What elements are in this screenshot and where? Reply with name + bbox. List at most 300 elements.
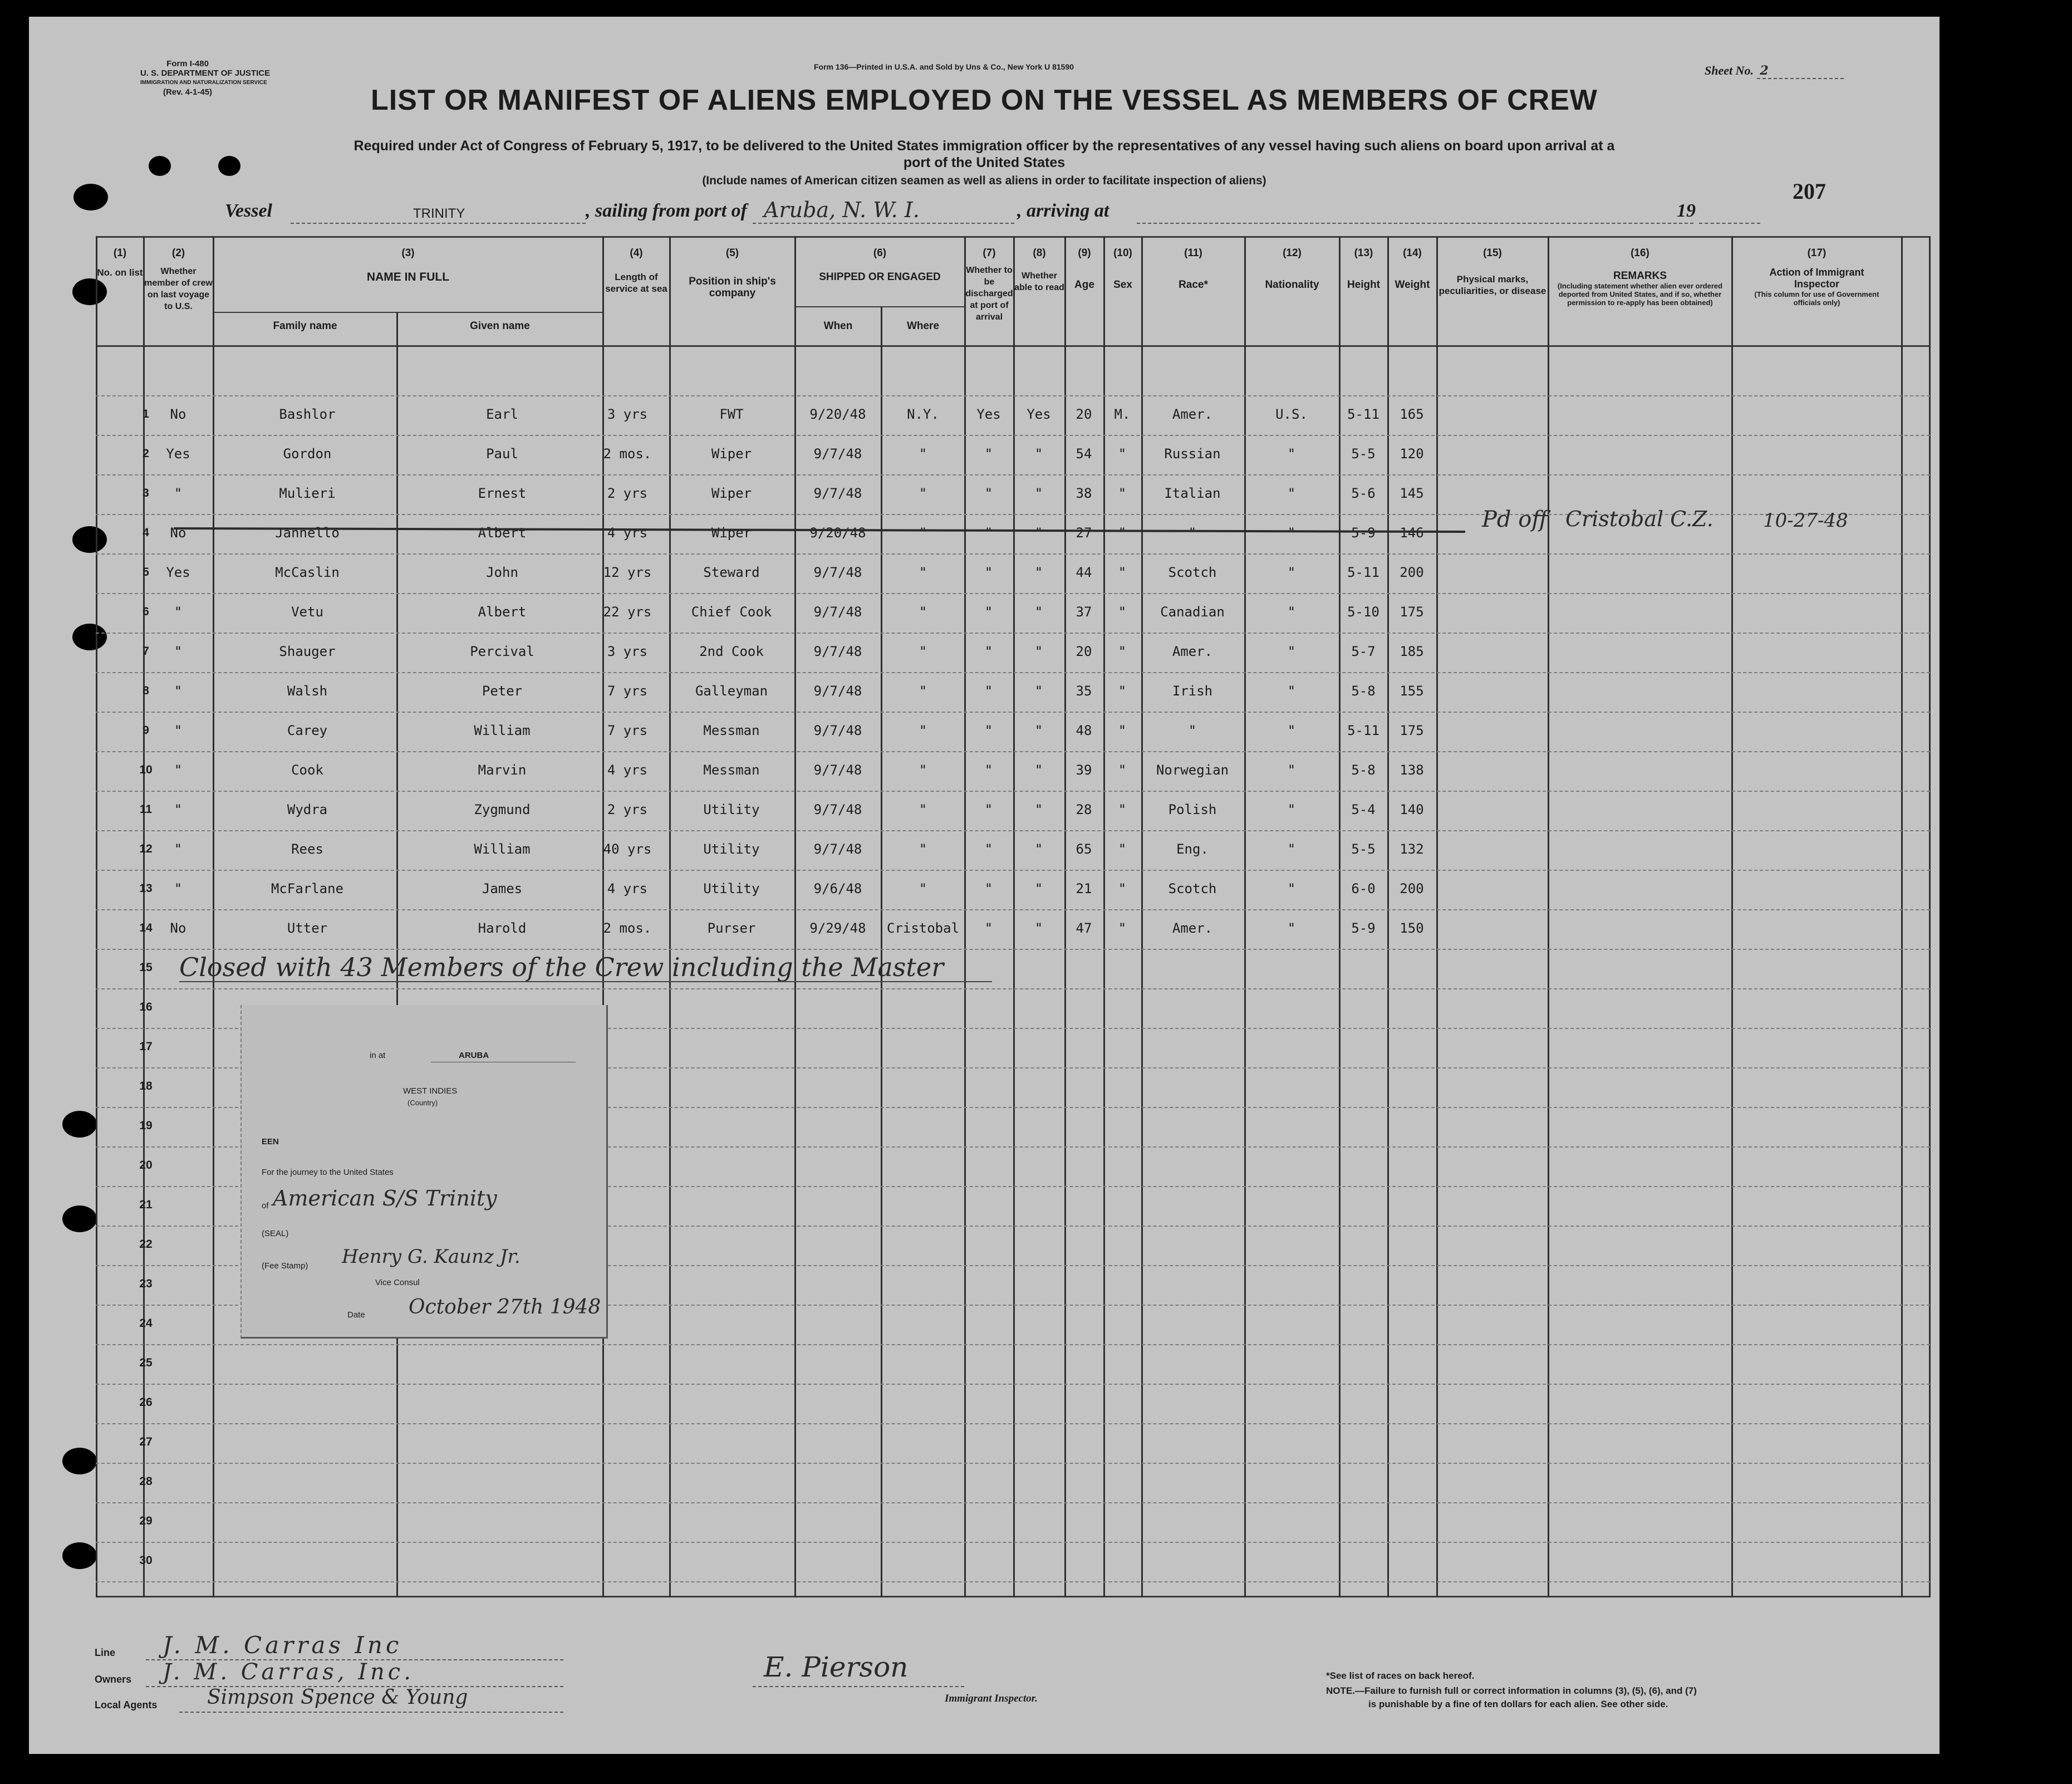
cell-given: Paul [486,446,518,462]
cell-service: 40 yrs [603,841,652,857]
cell-nationality: " [1287,841,1296,857]
arriving-underline [1137,223,1693,224]
arriving-label: , arriving at [1017,200,1109,221]
cell-position: Utility [703,841,760,857]
cell-sex: " [1118,446,1127,462]
cell-height: 5-5 [1351,446,1376,462]
cell-read: Yes [1027,406,1051,422]
cell-last: No [170,406,186,422]
penalty-note-2: is punishable by a fine of ten dollars for each alien. See other side. [1368,1699,1668,1709]
cell-weight: 120 [1400,446,1424,462]
cell-weight: 146 [1400,525,1424,541]
cell-height: 5-11 [1347,406,1379,422]
row-rule [96,1463,1930,1464]
col-header-5: (5) Position in ship's company [689,247,776,299]
cell-nationality: " [1287,525,1296,541]
cell-service: 7 yrs [607,723,648,738]
column-rule [1387,236,1389,1597]
cell-discharged: " [984,644,993,659]
cell-read: " [1034,841,1043,857]
cell-last: No [170,920,186,936]
row-number: 15 [139,961,153,974]
col-header-16: (16) REMARKS (Including statement whether alien ever ordered deported from United States, and if so, whether permission to re-apply has been obtained) [1557,247,1723,307]
cell-race: Irish [1172,683,1213,699]
row-number: 23 [139,1277,153,1290]
col-header-11: (11) Race* [1179,247,1208,291]
column-rule [1141,236,1143,1597]
cell-family: Wydra [287,802,328,817]
cell-family: Utter [287,920,328,936]
cell-when: 9/7/48 [813,486,862,501]
cell-height: 5-9 [1351,920,1376,936]
cell-service: 2 yrs [607,486,648,501]
cell-where: Cristobal [886,920,960,936]
cell-discharged: " [984,762,993,778]
cell-sex: " [1118,644,1127,659]
row-rule [96,791,1930,792]
cell-when: 9/7/48 [813,644,862,659]
cell-when: 9/7/48 [813,841,862,857]
cell-height: 6-0 [1351,881,1376,896]
cell-race: Scotch [1168,881,1217,896]
cell-service: 4 yrs [607,762,648,778]
cell-height: 5-11 [1347,723,1379,738]
cell-last: No [170,525,186,541]
printer-line: Form 136—Printed in U.S.A. and Sold by Uns & Co., New York U 81590 [814,62,1074,71]
row-number: 26 [139,1396,153,1409]
cell-age: 47 [1076,920,1092,936]
cell-position: Messman [703,762,760,778]
cell-family: Mulieri [279,486,336,501]
row-number: 24 [139,1317,153,1330]
cell-family: Bashlor [279,406,336,422]
column-rule [1244,236,1246,1597]
cell-weight: 175 [1400,723,1424,738]
line-label: Line [95,1647,116,1658]
cell-where: " [919,802,927,817]
row-rule [96,672,1930,673]
cell-weight: 140 [1400,802,1424,817]
row-number: 6 [143,605,149,618]
row-rule [96,1384,1930,1385]
sailing-underline [753,223,1014,224]
cell-when: 9/20/48 [809,525,866,541]
cell-discharged: " [984,841,993,857]
cell-read: " [1034,446,1043,462]
cell-height: 5-9 [1351,525,1376,541]
cell-family: McFarlane [271,881,344,896]
row-number: 13 [139,882,153,895]
closing-note: Closed with 43 Members of the Crew including the Master [179,952,944,982]
cell-service: 7 yrs [607,683,648,699]
row-rule [96,830,1930,831]
cell-service: 2 mos. [603,446,652,462]
row-number: 3 [143,487,149,499]
inspector-signature: E. Pierson [764,1651,909,1683]
cell-race: Polish [1168,802,1217,817]
row4-remarks: Cristobal C.Z. [1565,507,1713,531]
owners-value: J. M. Carras, Inc. [163,1659,414,1685]
owners-label: Owners [95,1674,132,1685]
cell-weight: 185 [1400,644,1424,659]
cell-age: 27 [1076,525,1092,541]
cell-weight: 150 [1400,920,1424,936]
cell-nationality: " [1287,604,1296,620]
row-rule [96,949,1930,950]
row-number: 10 [139,763,153,776]
row-number: 29 [139,1515,153,1527]
subtitle-instruction: (Include names of American citizen seamen as well as aliens in order to facilitate inspection of aliens) [702,174,1266,187]
cell-where: " [919,723,927,738]
cell-race: Norwegian [1156,762,1229,778]
cell-discharged: " [984,881,993,896]
col-header-17: (17) Action of Immigrant Inspector (This column for use of Government officials only) [1754,247,1879,307]
cell-when: 9/6/48 [813,881,862,896]
row-number: 22 [139,1238,153,1251]
cell-sex: " [1118,683,1127,699]
col-header-1: (1) No. on list [97,247,143,278]
cell-service: 3 yrs [607,644,648,659]
cell-discharged: " [984,802,993,817]
cell-position: Purser [707,920,756,936]
cell-age: 38 [1076,486,1092,501]
agents-label: Local Agents [95,1699,158,1711]
cell-where: " [919,604,927,620]
cell-when: 9/7/48 [813,446,862,462]
cell-weight: 145 [1400,486,1424,501]
cell-nationality: " [1287,920,1296,936]
shipped-subheader-rule [794,306,964,307]
cell-where: " [919,762,927,778]
punch-hole [72,624,107,650]
cell-discharged: " [984,683,993,699]
cell-when: 9/7/48 [813,802,862,817]
cell-age: 54 [1076,446,1092,462]
column-rule [1064,236,1066,1597]
cell-race: Amer. [1172,920,1213,936]
cell-given: John [486,565,518,580]
col-header-4: (4) Length of service at sea [605,247,667,294]
cell-given: Marvin [478,762,527,778]
row-rule [96,395,1930,396]
cell-height: 5-5 [1351,841,1376,857]
cell-nationality: U.S. [1275,406,1308,422]
cell-nationality: " [1287,762,1296,778]
cell-where: " [919,683,927,699]
sheet-number: Sheet No. 2 [1705,63,1844,79]
cell-position: FWT [719,406,744,422]
column-rule [1929,236,1931,1597]
col-header-6: (6) SHIPPED OR ENGAGED [819,247,941,283]
cell-age: 20 [1076,644,1092,659]
cell-service: 12 yrs [603,565,652,580]
closing-note-underline [179,981,992,982]
cell-discharged: " [984,446,993,462]
row-number: 5 [143,566,149,579]
row-number: 2 [143,447,149,460]
cell-discharged: " [984,565,993,580]
column-rule [143,236,145,1597]
sailing-label: , sailing from port of [586,200,747,221]
cell-position: Galleyman [695,683,768,699]
form-identifier: Form I-480 U. S. DEPARTMENT OF JUSTICE IMMIGRATION AND NATURALIZATION SERVICE (Rev. 4-1-45) [140,59,271,97]
row-rule [96,474,1930,476]
cell-where: N.Y. [907,406,939,422]
row-rule [96,435,1930,436]
cell-read: " [1034,683,1043,699]
row-number: 16 [139,1001,153,1013]
shipped-where-header: Where [906,320,940,332]
cell-when: 9/7/48 [813,604,862,620]
sailing-port: Aruba, N. W. I. [764,198,920,222]
vessel-underline [291,223,586,224]
cell-given: Albert [478,525,527,541]
cell-where: " [919,525,927,541]
cell-discharged: " [984,525,993,541]
cell-family: Gordon [283,446,332,462]
row-number: 8 [143,684,149,697]
cell-nationality: " [1287,565,1296,580]
cell-sex: M. [1114,406,1131,422]
row-number: 11 [139,803,153,816]
cell-last: " [174,802,183,817]
cell-when: 9/29/48 [809,920,866,936]
col-header-15: (15) Physical marks, peculiarities, or disease [1438,247,1546,296]
cell-family: McCaslin [275,565,340,580]
stamp-fee-label: (Fee Stamp) [262,1261,308,1271]
punch-hole [72,278,107,305]
cell-position: Steward [703,565,760,580]
cell-given: James [482,881,523,896]
col-header-7: (7) Whether to be discharged at port of arrival [965,247,1013,322]
cell-sex: " [1118,762,1127,778]
cell-service: 4 yrs [607,525,648,541]
col-header-2: (2) Whether member of crew on last voyage to U.S. [144,247,213,311]
cell-sex: " [1118,525,1127,541]
row-number: 21 [139,1198,153,1211]
inspector-underline [753,1686,964,1687]
column-rule [1339,236,1341,1597]
cell-where: " [919,565,927,580]
cell-age: 44 [1076,565,1092,580]
cell-where: " [919,881,927,896]
inspector-label: Immigrant Inspector. [945,1693,1038,1704]
penalty-note-1: NOTE.—Failure to furnish full or correct information in columns (3), (5), (6), and (7) [1326,1685,1697,1696]
stamp-vessel-handwritten: American S/S Trinity [273,1186,497,1210]
year-underline [1699,223,1760,224]
row-rule [96,553,1930,555]
col-header-3: (3) NAME IN FULL [366,247,450,283]
cell-family: Carey [287,723,328,738]
shipped-when-header: When [823,320,853,332]
cell-given: Earl [486,406,518,422]
cell-position: Utility [703,802,760,817]
cell-given: William [474,723,531,738]
cell-height: 5-7 [1351,644,1376,659]
cell-weight: 200 [1400,565,1424,580]
cell-position: Wiper [711,525,752,541]
cell-given: Harold [478,920,527,936]
stamp-of-label: of [262,1201,269,1210]
column-rule [669,236,671,1597]
vessel-label: Vessel [225,200,272,221]
races-note: *See list of races on back hereof. [1326,1670,1475,1681]
punch-hole [62,1448,97,1474]
cell-weight: 175 [1400,604,1424,620]
cell-sex: " [1118,881,1127,896]
cell-read: " [1034,644,1043,659]
col-header-10: (10) Sex [1113,247,1132,291]
cell-family: Shauger [279,644,336,659]
cell-height: 5-8 [1351,762,1376,778]
cell-where: " [919,644,927,659]
row-number: 7 [143,645,149,658]
cell-read: " [1034,565,1043,580]
row-rule [96,1344,1930,1345]
row4-inspector-action: 10-27-48 [1763,509,1848,532]
column-rule [213,236,214,1597]
cell-nationality: " [1287,723,1296,738]
cell-age: 48 [1076,723,1092,738]
row-number: 25 [139,1356,153,1369]
cell-read: " [1034,881,1043,896]
cell-race: Italian [1164,486,1221,501]
column-rule [1901,236,1903,1597]
cell-race: Amer. [1172,406,1213,422]
row-number: 27 [139,1435,153,1448]
cell-weight: 138 [1400,762,1424,778]
cell-when: 9/7/48 [813,683,862,699]
cell-discharged: " [984,920,993,936]
cell-last: " [174,604,183,620]
cell-position: Wiper [711,486,752,501]
cell-position: Messman [703,723,760,738]
page-stamp-number: 207 [1793,179,1826,204]
cell-age: 65 [1076,841,1092,857]
row-rule [96,1502,1930,1503]
cell-read: " [1034,802,1043,817]
row-rule [96,633,1930,634]
cell-when: 9/7/48 [813,723,862,738]
row-number: 17 [139,1040,153,1053]
cell-family: Vetu [291,604,323,620]
agents-underline [179,1712,563,1713]
row-rule [96,988,1930,989]
column-rule [1436,236,1438,1597]
given-name-header: Given name [470,320,530,332]
cell-height: 5-4 [1351,802,1376,817]
row-rule [96,712,1930,713]
cell-sex: " [1118,802,1127,817]
row-rule [96,1542,1930,1543]
cell-nationality: " [1287,683,1296,699]
cell-position: Wiper [711,446,752,462]
name-subheader-rule [213,312,602,313]
cell-read: " [1034,486,1043,501]
vessel-name: TRINITY [413,206,465,221]
cell-read: " [1034,525,1043,541]
row-number: 20 [139,1159,153,1172]
row-rule [96,1423,1930,1424]
cell-race: Russian [1164,446,1221,462]
cell-given: Peter [482,683,523,699]
cell-position: Utility [703,881,760,896]
row-rule [96,751,1930,752]
cell-weight: 132 [1400,841,1424,857]
row-number: 18 [139,1080,153,1092]
cell-family: Cook [291,762,323,778]
column-rule [1731,236,1733,1597]
line-value: J. M. Carras Inc [163,1631,402,1659]
page-title: LIST OR MANIFEST OF ALIENS EMPLOYED ON THE VESSEL AS MEMBERS OF CREW [371,84,1598,116]
year-label: 19 [1677,200,1696,221]
cell-sex: " [1118,920,1127,936]
cell-weight: 155 [1400,683,1424,699]
cell-last: Yes [166,446,190,462]
row-number: 1 [143,408,149,420]
cell-race: Scotch [1168,565,1217,580]
cell-nationality: " [1287,644,1296,659]
cell-given: Ernest [478,486,527,501]
cell-age: 37 [1076,604,1092,620]
col-header-13: (13) Height [1347,247,1381,291]
cell-where: " [919,446,927,462]
cell-service: 2 mos. [603,920,652,936]
cell-last: " [174,644,183,659]
cell-age: 39 [1076,762,1092,778]
cell-last: " [174,486,183,501]
consular-stamp [240,1005,608,1339]
family-name-header: Family name [273,320,337,332]
cell-sex: " [1118,841,1127,857]
manifest-sheet [29,17,1940,1754]
row-number: 19 [139,1119,153,1132]
cell-service: 3 yrs [607,406,648,422]
cell-height: 5-8 [1351,683,1376,699]
column-rule [602,236,604,1597]
punch-hole [62,1205,97,1232]
stamp-journey-text: For the journey to the United States [262,1168,394,1177]
cell-race: Canadian [1160,604,1225,620]
row-number: 30 [139,1554,153,1567]
row-rule [96,1581,1930,1582]
subtitle-port: port of the United States [903,155,1066,170]
column-rule [1548,236,1549,1597]
cell-when: 9/7/48 [813,762,862,778]
row-rule [96,593,1930,594]
row-rule [96,909,1930,910]
cell-last: Yes [166,565,190,580]
cell-age: 28 [1076,802,1092,817]
cell-race: " [1188,525,1197,541]
column-rule [1013,236,1015,1597]
stamp-country-label: (Country) [407,1099,438,1107]
punch-hole [72,526,107,553]
cell-height: 5-6 [1351,486,1376,501]
punch-hole [73,184,108,210]
consul-signature: Henry G. Kaunz Jr. [342,1246,521,1268]
cell-service: 22 yrs [603,604,652,620]
cell-read: " [1034,762,1043,778]
cell-sex: " [1118,565,1127,580]
cell-age: 20 [1076,406,1092,422]
cell-age: 35 [1076,683,1092,699]
col-header-9: (9) Age [1074,247,1094,291]
cell-family: Rees [291,841,323,857]
cell-read: " [1034,920,1043,936]
cell-service: 4 yrs [607,881,648,896]
row-rule [96,870,1930,871]
